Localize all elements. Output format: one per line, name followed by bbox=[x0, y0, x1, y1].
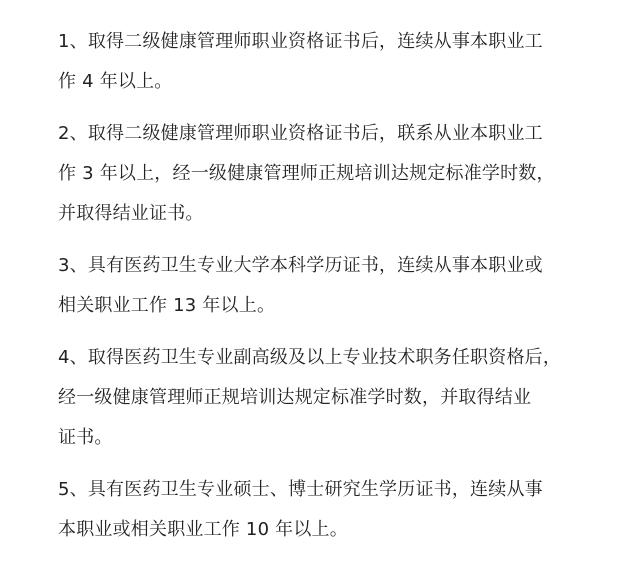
requirement-text-line: 经一级健康管理师正规培训达规定标准学时数，并取得结业 bbox=[58, 387, 532, 408]
requirement-text-line: 本职业或相关职业工作 10 年以上。 bbox=[58, 519, 348, 540]
requirement-text-line: 作 3 年以上，经一级健康管理师正规培训达规定标准学时数， bbox=[58, 163, 555, 184]
requirement-text-line: 2、取得二级健康管理师职业资格证书后，联系从业本职业工 bbox=[58, 123, 543, 144]
requirement-text-line: 1、取得二级健康管理师职业资格证书后，连续从事本职业工 bbox=[58, 31, 543, 52]
requirement-item-2 bbox=[58, 114, 598, 234]
requirement-text-line: 5、具有医药卫生专业硕士、博士研究生学历证书，连续从事 bbox=[58, 479, 543, 500]
requirement-text-line: 作 4 年以上。 bbox=[58, 71, 173, 92]
requirements-document bbox=[58, 22, 598, 562]
requirement-text-line: 3、具有医药卫生专业大学本科学历证书，连续从事本职业或 bbox=[58, 255, 543, 276]
requirement-item-4 bbox=[58, 338, 598, 458]
requirement-item-1 bbox=[58, 22, 598, 102]
requirement-text-line: 相关职业工作 13 年以上。 bbox=[58, 295, 276, 316]
requirement-text-line: 并取得结业证书。 bbox=[58, 203, 204, 224]
requirement-item-3 bbox=[58, 246, 598, 326]
requirement-text-line: 证书。 bbox=[58, 427, 113, 448]
requirement-text-line: 4、取得医药卫生专业副高级及以上专业技术职务任职资格后， bbox=[58, 347, 562, 368]
requirement-item-5 bbox=[58, 470, 598, 550]
